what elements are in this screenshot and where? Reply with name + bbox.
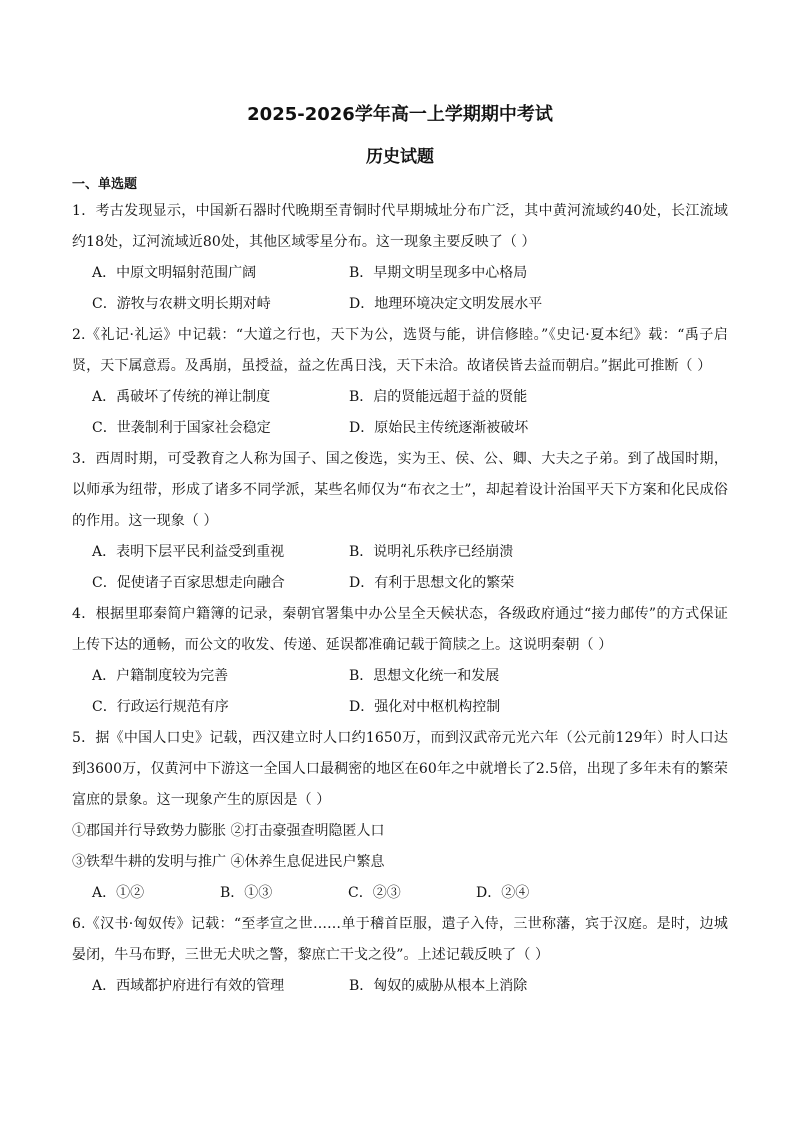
option-b: B．匈奴的威胁从根本上消除: [349, 978, 528, 994]
option-d: D．②④: [476, 885, 530, 901]
question-stem: 5．据《中国人口史》记载，西汉建立时人口约1650万，而到汉武帝元光六年（公元前129年）时人口达到3600万，仅黄河中下游这一全国人口最稠密的地区在60年之中就增长了2.5倍，出现了多年未有的繁荣富庶的景象。这一现象产生的原因是（ ）: [72, 730, 728, 808]
options-row: [72, 382, 728, 413]
question-5: [72, 723, 728, 909]
options-row: [72, 289, 728, 320]
options-row: [72, 661, 728, 692]
question-4: [72, 599, 728, 723]
exam-title: 2025-2026学年高一上学期期中考试: [247, 104, 553, 125]
question-1: [72, 196, 728, 320]
section-heading: 一、单选题: [72, 177, 138, 192]
exam-subtitle: 历史试题: [366, 147, 434, 167]
option-c: C．行政运行规范有序: [92, 699, 229, 715]
option-d: D．地理环境决定文明发展水平: [349, 296, 543, 312]
options-row: [72, 878, 728, 909]
option-d: D．有利于思想文化的繁荣: [349, 575, 515, 591]
question-stem: 3．西周时期，可受教育之人称为国子、国之俊选，实为王、侯、公、卿、大夫之子弟。到了战国时期，以师承为纽带，形成了诸多不同学派，某些名师仅为“布衣之士”，却起着设计治国平天下方案和化民成俗的作用。这一现象（ ）: [72, 451, 728, 529]
question-6: [72, 909, 728, 1002]
option-b: B．说明礼乐秩序已经崩溃: [349, 544, 514, 560]
option-a: A．①②: [92, 885, 145, 901]
option-c: C．游牧与农耕文明长期对峙: [92, 296, 271, 312]
option-a: A．表明下层平民利益受到重视: [92, 544, 285, 560]
option-d: D．强化对中枢机构控制: [349, 699, 501, 715]
option-a: A．西域都护府进行有效的管理: [92, 978, 285, 994]
options-row: [72, 258, 728, 289]
question-stem: 1．考古发现显示，中国新石器时代晚期至青铜时代早期城址分布广泛，其中黄河流域约40处，长江流域约18处，辽河流域近80处，其他区域零星分布。这一现象主要反映了（ ）: [72, 203, 728, 250]
option-a: A．禹破坏了传统的禅让制度: [92, 389, 271, 405]
option-a: A．户籍制度较为完善: [92, 668, 229, 684]
option-d: D．原始民主传统逐渐被破坏: [349, 420, 529, 436]
question-stem: 6.《汉书·匈奴传》记载：“至孝宣之世……单于稽首臣服，遣子入侍，三世称藩，宾于汉庭。是时，边城晏闭，牛马布野，三世无犬吠之警，黎庶亡干戈之役”。上述记载反映了（ ）: [72, 916, 728, 963]
option-c: C．世袭制利于国家社会稳定: [92, 420, 271, 436]
options-row: [72, 568, 728, 599]
question-stem: 2.《礼记·礼运》中记载：“大道之行也，天下为公，选贤与能，讲信修睦。”《史记·夏本纪》载：“禹子启贤，天下属意焉。及禹崩，虽授益，益之佐禹日浅，天下未洽。故诸侯皆去益而朝启。”据此可推断（ ）: [72, 327, 728, 374]
option-b: B．早期文明呈现多中心格局: [349, 265, 528, 281]
option-b: B．启的贤能远超于益的贤能: [349, 389, 528, 405]
options-row: [72, 692, 728, 723]
option-b: B．思想文化统一和发展: [349, 668, 500, 684]
question-2: [72, 320, 728, 444]
option-c: C．②③: [348, 885, 401, 901]
options-row: [72, 537, 728, 568]
option-c: C．促使诸子百家思想走向融合: [92, 575, 285, 591]
option-a: A．中原文明辐射范围广阔: [92, 265, 257, 281]
options-row: [72, 413, 728, 444]
options-row: [72, 971, 728, 1002]
question-stem: 4．根据里耶秦简户籍簿的记录，秦朝官署集中办公呈全天候状态，各级政府通过“接力邮传”的方式保证上传下达的通畅，而公文的收发、传递、延误都准确记载于简牍之上。这说明秦朝（ ）: [72, 606, 728, 653]
question-3: [72, 444, 728, 599]
statement-line: ①郡国并行导致势力膨胀 ②打击豪强查明隐匿人口: [72, 823, 385, 839]
option-b: B．①③: [220, 885, 273, 901]
statement-line: ③铁犁牛耕的发明与推广 ④休养生息促进民户繁息: [72, 854, 385, 870]
